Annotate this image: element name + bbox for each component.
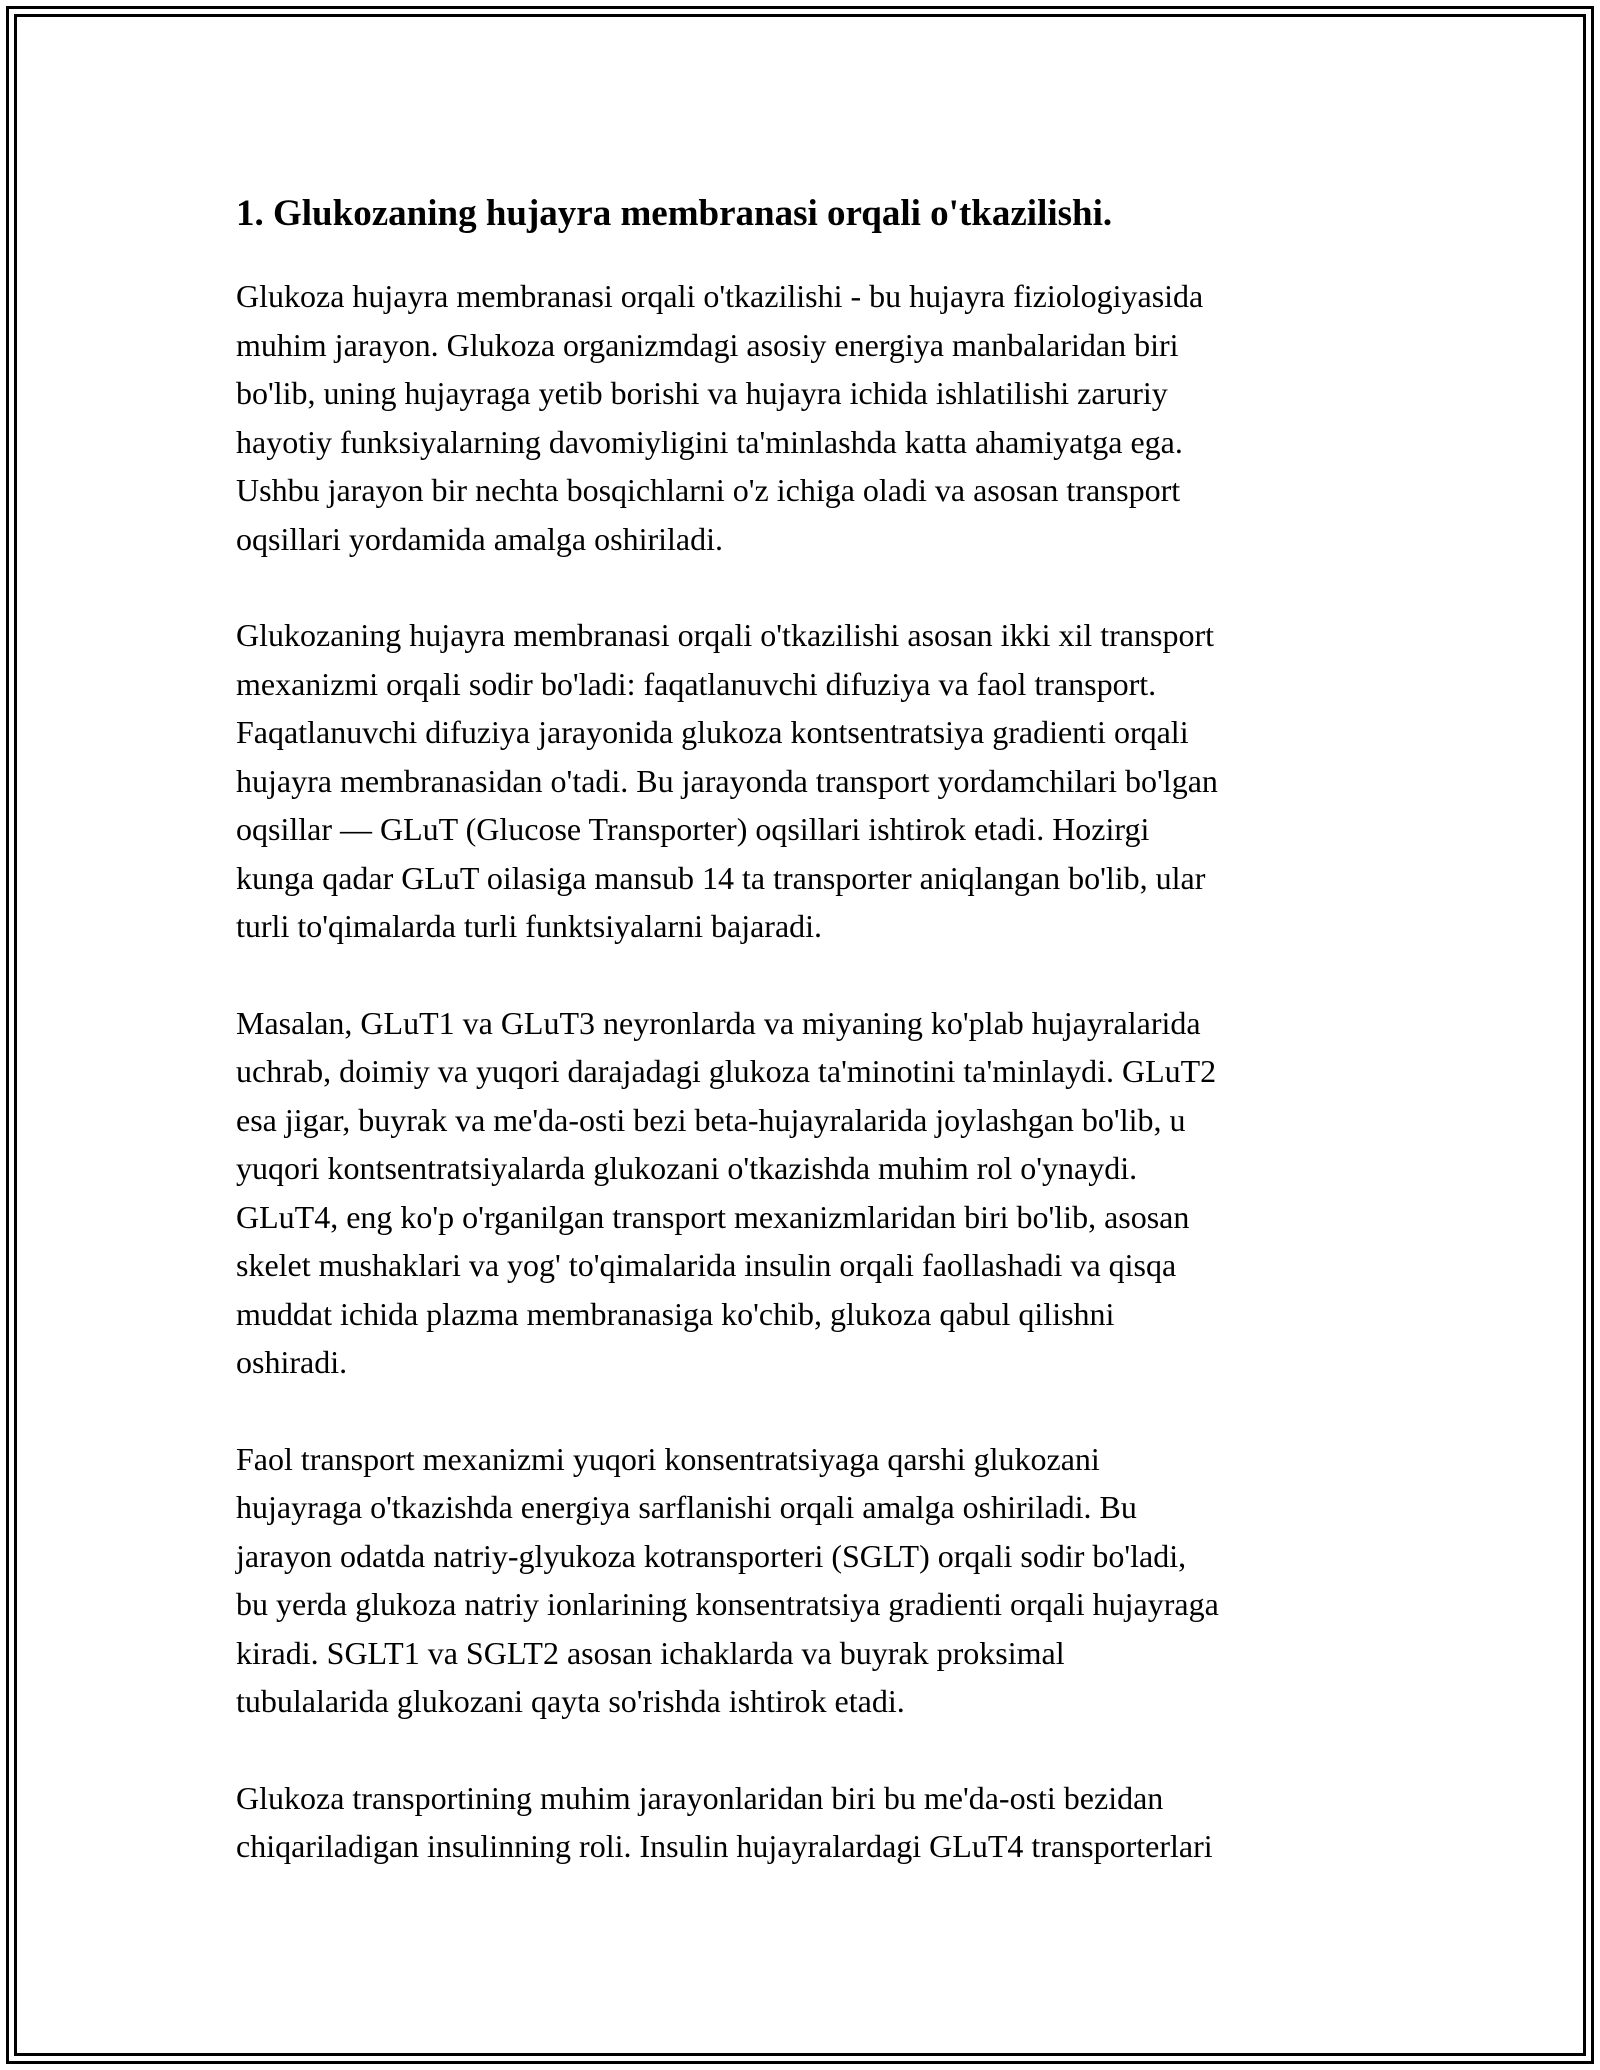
paragraph-line: bo'lib, uning hujayraga yetib borishi va hujayra ichida ishlatilishi zaruriy (236, 375, 1168, 411)
paragraph-line: Glukoza hujayra membranasi orqali o'tkazilishi - bu hujayra fiziologiyasida (236, 278, 1204, 314)
paragraph-line: jarayon odatda natriy-glyukoza kotransporteri (SGLT) orqali sodir bo'ladi, (236, 1537, 1187, 1574)
paragraph-line: oshiradi. (236, 1344, 348, 1380)
paragraph-line: GLuT4, eng ko'p o'rganilgan transport mexanizmlaridan biri bo'lib, asosan (236, 1198, 1190, 1235)
paragraph-4 (236, 1435, 1366, 1726)
paragraph-line: Masalan, GLuT1 va GLuT3 neyronlarda va miyaning ko'plab hujayralarida (236, 1004, 1201, 1041)
paragraph-line: uchrab, doimiy va yuqori darajadagi glukoza ta'minotini ta'minlaydi. GLuT2 (236, 1053, 1217, 1089)
document-body (236, 186, 1366, 1919)
paragraph-line: muhim jarayon. Glukoza organizmdagi asosiy energiya manbalaridan biri (236, 326, 1179, 363)
paragraph-line: tubulalarida glukozani qayta so'rishda ishtirok etadi. (236, 1683, 905, 1719)
paragraph-line: Faqatlanuvchi difuziya jarayonida glukoza kontsentratsiya gradienti orqali (236, 714, 1189, 750)
paragraph-line: oqsillar — GLuT (Glucose Transporter) oqsillari ishtirok etadi. Hozirgi (236, 811, 1150, 847)
paragraph-line: oqsillari yordamida amalga oshiriladi. (236, 520, 723, 557)
paragraph-line: muddat ichida plazma membranasiga ko'chib, glukoza qabul qilishni (236, 1295, 1115, 1332)
paragraph-line: skelet mushaklari va yog' to'qimalarida insulin orqali faollashadi va qisqa (236, 1247, 1177, 1283)
paragraph-3 (236, 999, 1366, 1387)
paragraph-line: hujayraga o'tkazishda energiya sarflanishi orqali amalga oshiriladi. Bu (236, 1489, 1137, 1525)
paragraph-1 (236, 272, 1366, 563)
paragraph-line: hayotiy funksiyalarning davomiyligini ta'minlashda katta ahamiyatga ega. (236, 423, 1183, 460)
paragraph-line: esa jigar, buyrak va me'da-osti bezi beta-hujayralarida joylashgan bo'lib, u (236, 1101, 1186, 1138)
paragraph-line: turli to'qimalarda turli funktsiyalarni bajaradi. (236, 908, 823, 944)
paragraph-line: kunga qadar GLuT oilasiga mansub 14 ta transporter aniqlangan bo'lib, ular (236, 859, 1206, 896)
paragraph-line: hujayra membranasidan o'tadi. Bu jarayonda transport yordamchilari bo'lgan (236, 762, 1218, 799)
paragraph-line: bu yerda glukoza natriy ionlarining konsentratsiya gradienti orqali hujayraga (236, 1586, 1219, 1622)
section-heading: 1. Glukozaning hujayra membranasi orqali o'tkazilishi. (236, 193, 1113, 234)
paragraph-line: Ushbu jarayon bir nechta bosqichlarni o'z ichiga oladi va asosan transport (236, 472, 1181, 508)
paragraph-line: kiradi. SGLT1 va SGLT2 asosan ichaklarda va buyrak proksimal (236, 1634, 1065, 1671)
paragraph-line: yuqori kontsentratsiyalarda glukozani o'tkazishda muhim rol o'ynaydi. (236, 1150, 1138, 1186)
paragraph-2 (236, 611, 1366, 951)
paragraph-5 (236, 1774, 1366, 1871)
paragraph-line: Faol transport mexanizmi yuqori konsentratsiyaga qarshi glukozani (236, 1440, 1100, 1477)
paragraph-line: mexanizmi orqali sodir bo'ladi: faqatlanuvchi difuziya va faol transport. (236, 665, 1157, 702)
paragraph-line: chiqariladigan insulinning roli. Insulin hujayralardagi GLuT4 transporterlari (236, 1828, 1213, 1864)
paragraph-line: Glukozaning hujayra membranasi orqali o'tkazilishi asosan ikki xil transport (236, 617, 1214, 653)
paragraph-line: Glukoza transportining muhim jarayonlaridan biri bu me'da-osti bezidan (236, 1779, 1164, 1816)
